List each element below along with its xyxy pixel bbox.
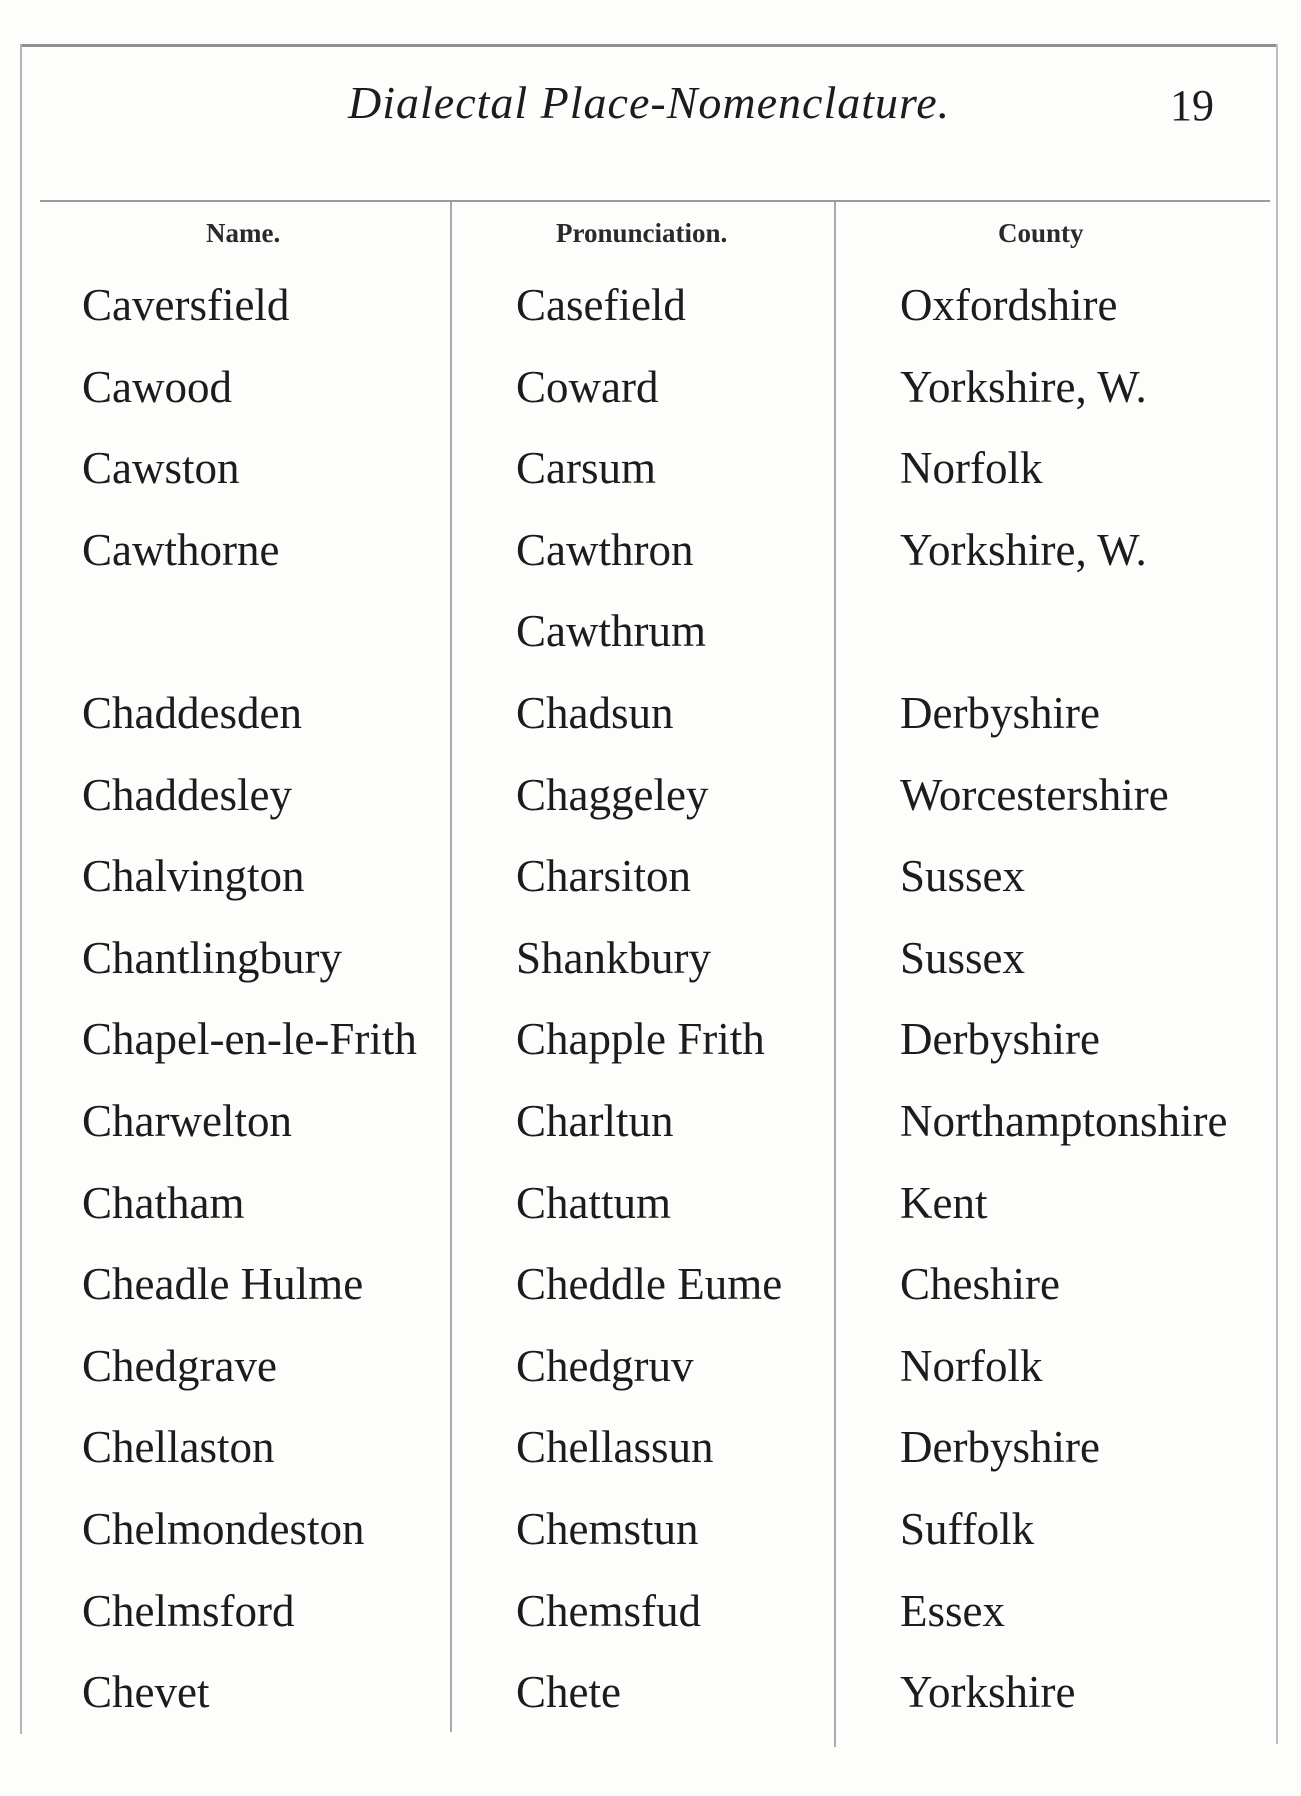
pronunciation: Chellassun bbox=[516, 1422, 714, 1473]
pronunciation: Chemsfud bbox=[516, 1585, 701, 1636]
table-row bbox=[0, 678, 1301, 760]
place-name: Chaddesley bbox=[82, 769, 292, 820]
place-name: Chevet bbox=[82, 1667, 210, 1718]
place-name-table bbox=[0, 270, 1301, 1739]
pronunciation: Chete bbox=[516, 1667, 621, 1718]
county: Northamptonshire bbox=[900, 1095, 1228, 1146]
column-header-pronunciation: Pronunciation. bbox=[556, 218, 728, 248]
county: Suffolk bbox=[900, 1503, 1035, 1554]
place-name: Chalvington bbox=[82, 851, 305, 902]
county: Sussex bbox=[900, 932, 1026, 983]
table-row bbox=[0, 1168, 1301, 1250]
place-name: Cawston bbox=[82, 443, 240, 494]
place-name: Chantlingbury bbox=[82, 932, 342, 983]
county: Derbyshire bbox=[900, 1422, 1100, 1473]
pronunciation: Carsum bbox=[516, 443, 656, 494]
page-frame-top-rule bbox=[22, 44, 1278, 47]
table-row bbox=[0, 515, 1301, 597]
table-row bbox=[0, 1331, 1301, 1413]
table-row bbox=[0, 841, 1301, 923]
column-header-county: County bbox=[998, 218, 1084, 248]
column-header-name: Name. bbox=[206, 218, 281, 248]
place-name: Caversfield bbox=[82, 280, 290, 330]
county: Kent bbox=[900, 1177, 988, 1228]
table-row bbox=[0, 1494, 1301, 1576]
pronunciation: Chapple Frith bbox=[516, 1014, 765, 1065]
table-row bbox=[0, 760, 1301, 842]
table-row bbox=[0, 1249, 1301, 1331]
table-row bbox=[0, 270, 1301, 352]
county: Yorkshire, W. bbox=[900, 524, 1147, 575]
place-name: Chapel-en-le-Frith bbox=[82, 1014, 417, 1065]
pronunciation: Casefield bbox=[516, 280, 686, 330]
pronunciation: Cheddle Eume bbox=[516, 1259, 783, 1310]
pronunciation: Chemstun bbox=[516, 1503, 699, 1554]
county: Yorkshire bbox=[900, 1667, 1076, 1718]
pronunciation: Shankbury bbox=[516, 932, 711, 983]
county: Essex bbox=[900, 1585, 1005, 1636]
pronunciation: Charltun bbox=[516, 1095, 674, 1146]
pronunciation: Chadsun bbox=[516, 687, 674, 738]
place-name: Chellaston bbox=[82, 1422, 275, 1473]
running-head bbox=[0, 76, 1301, 136]
pronunciation: Chaggeley bbox=[516, 769, 709, 820]
table-row bbox=[0, 433, 1301, 515]
place-name: Chelmsford bbox=[82, 1585, 295, 1636]
pronunciation: Chattum bbox=[516, 1177, 671, 1228]
county: Derbyshire bbox=[900, 687, 1100, 738]
pronunciation: Charsiton bbox=[516, 851, 691, 902]
table-row bbox=[0, 1004, 1301, 1086]
table-row bbox=[0, 596, 1301, 678]
table-row bbox=[0, 352, 1301, 434]
place-name: Chedgrave bbox=[82, 1340, 277, 1391]
pronunciation: Cawthron bbox=[516, 524, 694, 575]
table-row bbox=[0, 1576, 1301, 1658]
county: Sussex bbox=[900, 851, 1026, 902]
pronunciation: Coward bbox=[516, 361, 659, 412]
county: Cheshire bbox=[900, 1259, 1060, 1310]
place-name: Chaddesden bbox=[82, 687, 302, 738]
header-rule bbox=[40, 200, 1270, 202]
place-name: Chelmondeston bbox=[82, 1503, 365, 1554]
table-row bbox=[0, 923, 1301, 1005]
county: Oxfordshire bbox=[900, 280, 1118, 330]
place-name: Charwelton bbox=[82, 1095, 292, 1146]
pronunciation: Cawthrum bbox=[516, 606, 706, 657]
page-number: 19 bbox=[1170, 81, 1214, 130]
running-title: Dialectal Place-Nomenclature. bbox=[348, 77, 951, 128]
table-row bbox=[0, 1657, 1301, 1739]
place-name: Chatham bbox=[82, 1177, 245, 1228]
place-name: Cawood bbox=[82, 361, 232, 412]
table-row bbox=[0, 1086, 1301, 1168]
county: Yorkshire, W. bbox=[900, 361, 1147, 412]
table-row bbox=[0, 1412, 1301, 1494]
place-name: Cawthorne bbox=[82, 524, 280, 575]
county: Norfolk bbox=[900, 443, 1043, 494]
county: Derbyshire bbox=[900, 1014, 1100, 1065]
pronunciation: Chedgruv bbox=[516, 1340, 694, 1391]
county: Worcestershire bbox=[900, 769, 1169, 820]
county: Norfolk bbox=[900, 1340, 1043, 1391]
place-name: Cheadle Hulme bbox=[82, 1259, 364, 1310]
